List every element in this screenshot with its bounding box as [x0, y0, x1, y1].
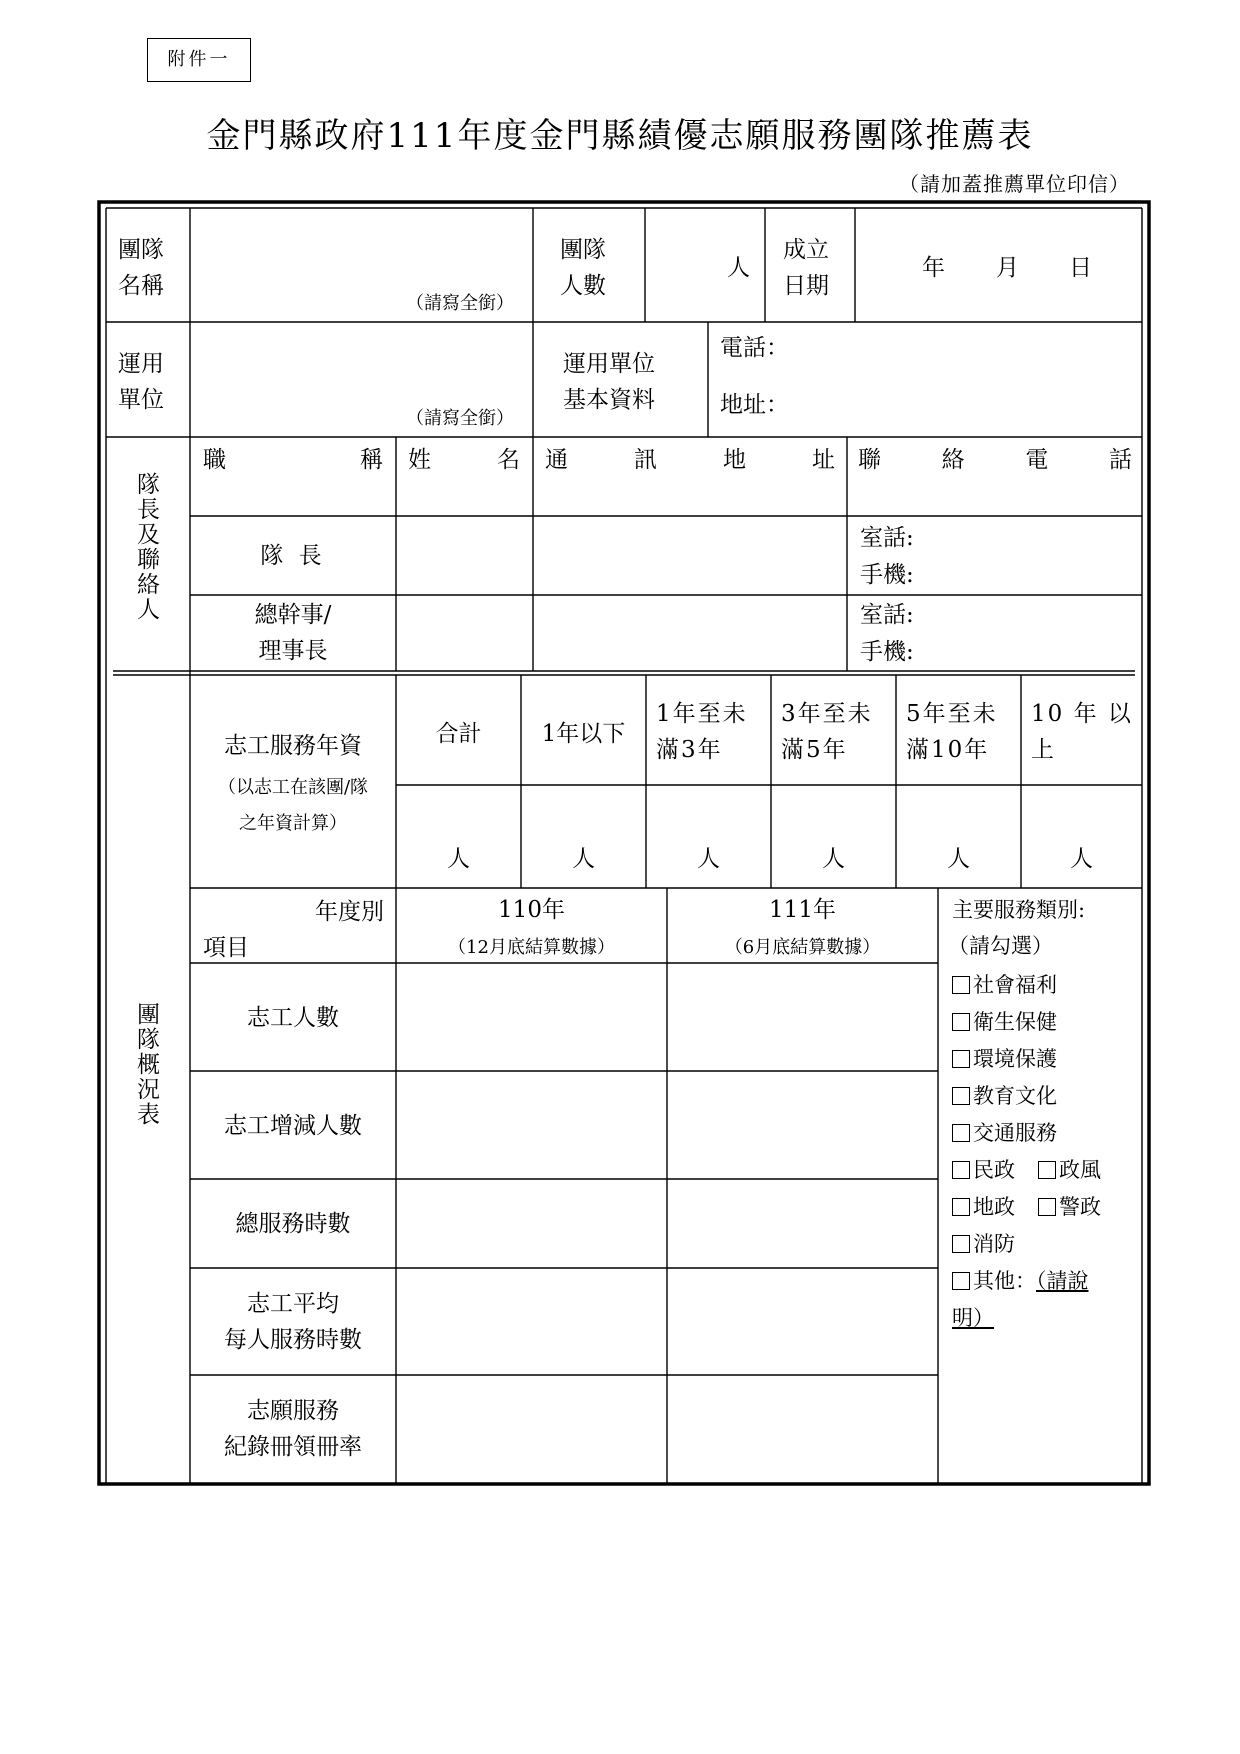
team-count-label: 團隊 人數	[560, 237, 606, 299]
secretary-mobile-label: 手機:	[860, 639, 914, 665]
seniority-col-total: 合計	[435, 721, 482, 747]
option-civil-affairs[interactable]: 民政	[952, 1152, 1015, 1188]
seniority-col-3to5: 3年至未 滿5年	[781, 701, 873, 763]
seniority-unit: 人	[947, 846, 970, 872]
date-day-unit: 日	[1069, 255, 1092, 281]
option-health[interactable]: 衛生保健	[952, 1004, 1057, 1040]
header-name-col: 姓 名	[408, 447, 520, 473]
captain-mobile-label: 手機:	[860, 562, 914, 588]
seniority-col-1to3: 1年至未 滿3年	[656, 701, 748, 763]
item-volunteer-change: 志工增減人數	[224, 1113, 362, 1139]
role-secretary: 總幹事/ 理事長	[254, 602, 332, 664]
option-police[interactable]: 警政	[1038, 1189, 1101, 1225]
seniority-col-under1: 1年以下	[541, 721, 626, 747]
year-110-label: 110年	[498, 897, 565, 923]
header-phone-col: 聯 絡 電 話	[858, 447, 1132, 473]
checkbox[interactable]	[1038, 1198, 1056, 1216]
team-name-hint: （請寫全銜）	[406, 293, 514, 314]
service-types-subtitle: （請勾選）	[948, 934, 1053, 958]
checkbox[interactable]	[952, 1124, 970, 1142]
overview-side-label: 團隊概況表	[133, 1002, 159, 1127]
date-year-unit: 年	[922, 255, 945, 281]
year-111-label: 111年	[769, 897, 836, 923]
year-header-label: 年度別	[315, 899, 384, 925]
seal-note: （請加蓋推薦單位印信）	[899, 172, 1130, 196]
checkbox[interactable]	[952, 1235, 970, 1253]
option-education[interactable]: 教育文化	[952, 1078, 1057, 1114]
page-title: 金門縣政府111年度金門縣績優志願服務團隊推薦表	[206, 116, 1034, 156]
contacts-side-label: 隊長及聯絡人	[133, 472, 159, 622]
item-total-hours: 總服務時數	[235, 1211, 351, 1237]
option-transport[interactable]: 交通服務	[952, 1115, 1057, 1151]
option-social-welfare[interactable]: 社會福利	[952, 967, 1057, 1003]
other-hint-cont: 明）	[952, 1306, 994, 1330]
checkbox[interactable]	[952, 976, 970, 994]
seniority-col-over10: 10 年 以 上	[1031, 701, 1133, 763]
header-title-col: 職 稱	[203, 447, 383, 473]
checkbox[interactable]	[952, 1161, 970, 1179]
year-110-note: （12月底結算數據）	[448, 937, 615, 958]
seniority-label: 志工服務年資	[224, 733, 362, 759]
checkbox[interactable]	[1038, 1161, 1056, 1179]
option-ethics[interactable]: 政風	[1038, 1152, 1101, 1188]
checkbox[interactable]	[952, 1013, 970, 1031]
service-types-title: 主要服務類別:	[952, 898, 1086, 922]
item-record-book-rate: 志願服務 紀錄冊領冊率	[224, 1398, 362, 1460]
team-name-label: 團隊 名稱	[118, 237, 164, 299]
role-captain: 隊 長	[260, 543, 326, 569]
item-header-label: 項目	[203, 935, 249, 961]
captain-phone-label: 室話:	[860, 525, 914, 551]
option-land-admin[interactable]: 地政	[952, 1189, 1015, 1225]
date-month-unit: 月	[996, 255, 1019, 281]
checkbox[interactable]	[952, 1272, 970, 1290]
unit-phone-label: 電話：	[720, 335, 789, 361]
year-111-note: （6月底結算數據）	[724, 937, 881, 958]
checkbox[interactable]	[952, 1087, 970, 1105]
team-count-unit: 人	[727, 255, 750, 281]
seniority-unit: 人	[822, 846, 845, 872]
established-date-label: 成立 日期	[783, 237, 829, 299]
seniority-unit: 人	[697, 846, 720, 872]
item-volunteer-count: 志工人數	[247, 1005, 339, 1031]
secretary-phone-label: 室話:	[860, 602, 914, 628]
option-other[interactable]: 其他：（請說	[952, 1263, 1089, 1299]
unit-name-hint: （請寫全銜）	[406, 408, 514, 429]
header-address-col: 通 訊 地 址	[545, 447, 835, 473]
seniority-unit: 人	[572, 846, 595, 872]
checkbox[interactable]	[952, 1198, 970, 1216]
option-environment[interactable]: 環境保護	[952, 1041, 1057, 1077]
other-hint: （請說	[1036, 1269, 1089, 1293]
unit-label: 運用 單位	[118, 351, 164, 413]
annex-label: 附件一	[147, 38, 251, 82]
item-avg-hours: 志工平均 每人服務時數	[224, 1291, 362, 1353]
unit-address-label: 地址：	[720, 392, 789, 418]
seniority-note: （以志工在該團/隊 之年資計算）	[217, 777, 369, 834]
checkbox[interactable]	[952, 1050, 970, 1068]
seniority-unit: 人	[1070, 846, 1093, 872]
seniority-unit: 人	[447, 846, 470, 872]
seniority-col-5to10: 5年至未 滿10年	[906, 701, 998, 763]
option-fire[interactable]: 消防	[952, 1226, 1015, 1262]
unit-info-label: 運用單位 基本資料	[563, 351, 655, 413]
